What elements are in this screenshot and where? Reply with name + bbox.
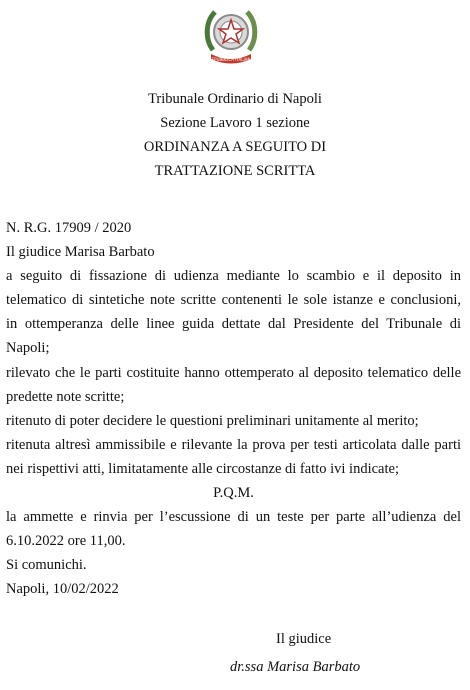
court-name: Tribunale Ordinario di Napoli (148, 91, 322, 107)
judge-line: Il giudice Marisa Barbato (6, 244, 155, 261)
signature-title: Il giudice (276, 631, 332, 647)
place-date: Napoli, 10/02/2022 (6, 581, 119, 598)
court-section: Sezione Lavoro 1 sezione (160, 115, 310, 131)
paragraph-1-line-3: in ottemperanza delle linee guida dettate dal Presidente del Tribunale di (6, 316, 461, 333)
closing-line: Si comunichi. (6, 557, 87, 574)
case-number: N. R.G. 17909 / 2020 (6, 220, 132, 236)
signature-name: dr.ssa Marisa Barbato (230, 659, 361, 675)
paragraph-4-line-2: nei rispettivi atti, limitatamente alle circostanze di fatto ivi indicate; (6, 460, 399, 477)
paragraph-1-line-4: Napoli; (6, 340, 50, 357)
paragraph-4-line-1: ritenuta altresì ammissibile e rilevante la prova per testi articolata dalle parti (6, 436, 461, 453)
paragraph-2-line-2: predette note scritte; (6, 388, 125, 405)
paragraph-5-line-2: 6.10.2022 ore 11,00. (6, 533, 126, 550)
emblem-ribbon-text: REPUBBLICA ITALIANA (208, 57, 254, 62)
paragraph-5-line-1: la ammette e rinvia per l’escussione di un teste per parte all’udienza del (6, 509, 461, 526)
document-title-line-2: TRATTAZIONE SCRITTA (154, 163, 316, 179)
pqm-heading: P.Q.M. (213, 485, 254, 502)
document-header (0, 87, 470, 183)
italian-republic-emblem-icon (203, 2, 259, 66)
document-title-line-1: ORDINANZA A SEGUITO DI (143, 139, 327, 155)
paragraph-1-line-2: telematico di sintetiche note scritte contenenti le sole istanze e conclusioni, (6, 292, 461, 309)
paragraph-3: ritenuto di poter decidere le questioni preliminari unitamente al merito; (6, 412, 419, 429)
paragraph-2-line-1: rilevato che le parti costituite hanno ottemperato al deposito telematico delle (6, 364, 461, 381)
paragraph-1-line-1: a seguito di fissazione di udienza mediante lo scambio e il deposito in (6, 268, 461, 285)
document-body (6, 216, 461, 602)
